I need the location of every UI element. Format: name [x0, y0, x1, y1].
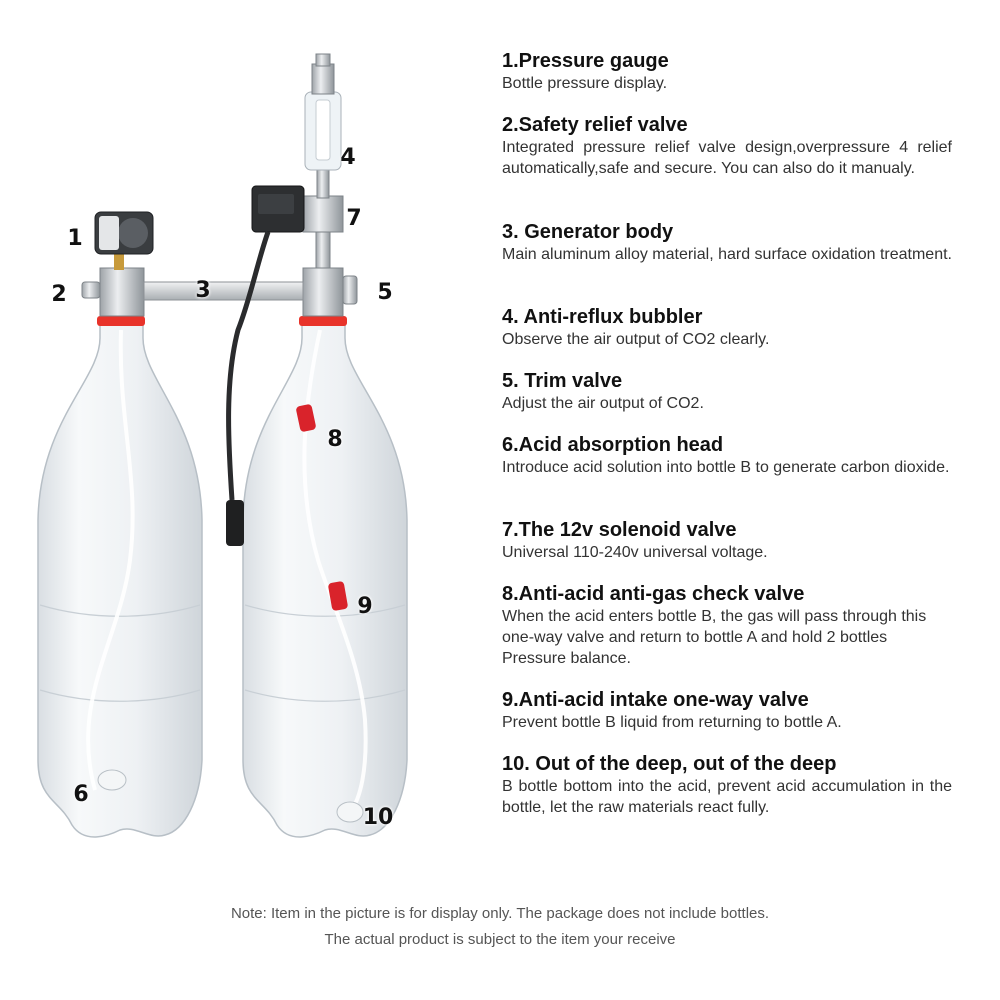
item-body: Universal 110-240v universal voltage. [502, 544, 768, 561]
item-out-of-the-deep [502, 753, 952, 818]
item-title: 3. Generator body [502, 221, 674, 243]
note-line-2: The actual product is subject to the item your receive [324, 931, 676, 948]
item-body: Main aluminum alloy material, hard surface oxidation treatment. [502, 246, 952, 263]
item-title: 8.Anti-acid anti-gas check valve [502, 583, 805, 605]
item-pressure-gauge [502, 50, 952, 94]
item-anti-reflux-bubbler [502, 306, 952, 350]
item-anti-acid-intake-one-way-valve [502, 689, 952, 733]
bottle-a [38, 325, 202, 837]
item-body: B bottle bottom into the acid, prevent acid accumulation in the bottle, let the raw materials react fully. [502, 778, 952, 816]
marker-3: 3 [195, 278, 211, 303]
valve-body-a [100, 268, 144, 316]
cap-ring-a [97, 316, 145, 326]
item-title: 5. Trim valve [502, 370, 623, 392]
marker-9: 9 [357, 594, 373, 619]
relief-valve-shape [82, 282, 100, 298]
item-body: Prevent bottle B liquid from returning to bottle A. [502, 714, 842, 731]
note-line-1: Note: Item in the picture is for display only. The package does not include bottles. [230, 905, 770, 922]
item-body: Integrated pressure relief valve design,overpressure 4 relief automatically,safe and secure. You can also do it manualy. [502, 139, 952, 177]
item-safety-relief-valve [502, 114, 952, 179]
item-title: 2.Safety relief valve [502, 114, 688, 136]
trim-valve-knob [343, 276, 357, 304]
cap-ring-b [299, 316, 347, 326]
solenoid-mount [303, 196, 343, 232]
item-title: 7.The 12v solenoid valve [502, 519, 737, 541]
item-title: 9.Anti-acid intake one-way valve [502, 689, 809, 711]
item-solenoid-valve [502, 519, 952, 563]
marker-1: 1 [67, 226, 83, 251]
generator-bar [144, 282, 303, 300]
product-illustration [0, 0, 470, 880]
power-plug [226, 500, 244, 546]
marker-7: 7 [346, 206, 362, 231]
item-body: Adjust the air output of CO2. [502, 395, 704, 412]
item-trim-valve [502, 370, 952, 414]
co2-generator-drawing [0, 0, 470, 880]
item-body: Observe the air output of CO2 clearly. [502, 331, 770, 348]
item-body: Bottle pressure display. [502, 75, 668, 92]
marker-6: 6 [73, 782, 89, 807]
item-title: 1.Pressure gauge [502, 50, 669, 72]
item-title: 4. Anti-reflux bubbler [502, 306, 703, 328]
item-title: 10. Out of the deep, out of the deep [502, 753, 837, 775]
valve-body-b [303, 268, 343, 316]
item-generator-body [502, 221, 952, 265]
item-body: When the acid enters bottle B, the gas will pass through this one-way valve and return to bottle A and hold 2 bottles Pressure balance. [502, 608, 927, 667]
acid-head-6-shape [98, 770, 126, 790]
marker-10: 10 [362, 805, 394, 830]
marker-4: 4 [340, 145, 356, 170]
item-anti-acid-anti-gas-check-valve [502, 583, 952, 669]
item-acid-absorption-head [502, 434, 952, 478]
marker-2: 2 [51, 282, 67, 307]
marker-5: 5 [377, 280, 393, 305]
item-title: 6.Acid absorption head [502, 434, 724, 456]
item-body: Introduce acid solution into bottle B to generate carbon dioxide. [502, 459, 950, 476]
marker-8: 8 [327, 427, 343, 452]
